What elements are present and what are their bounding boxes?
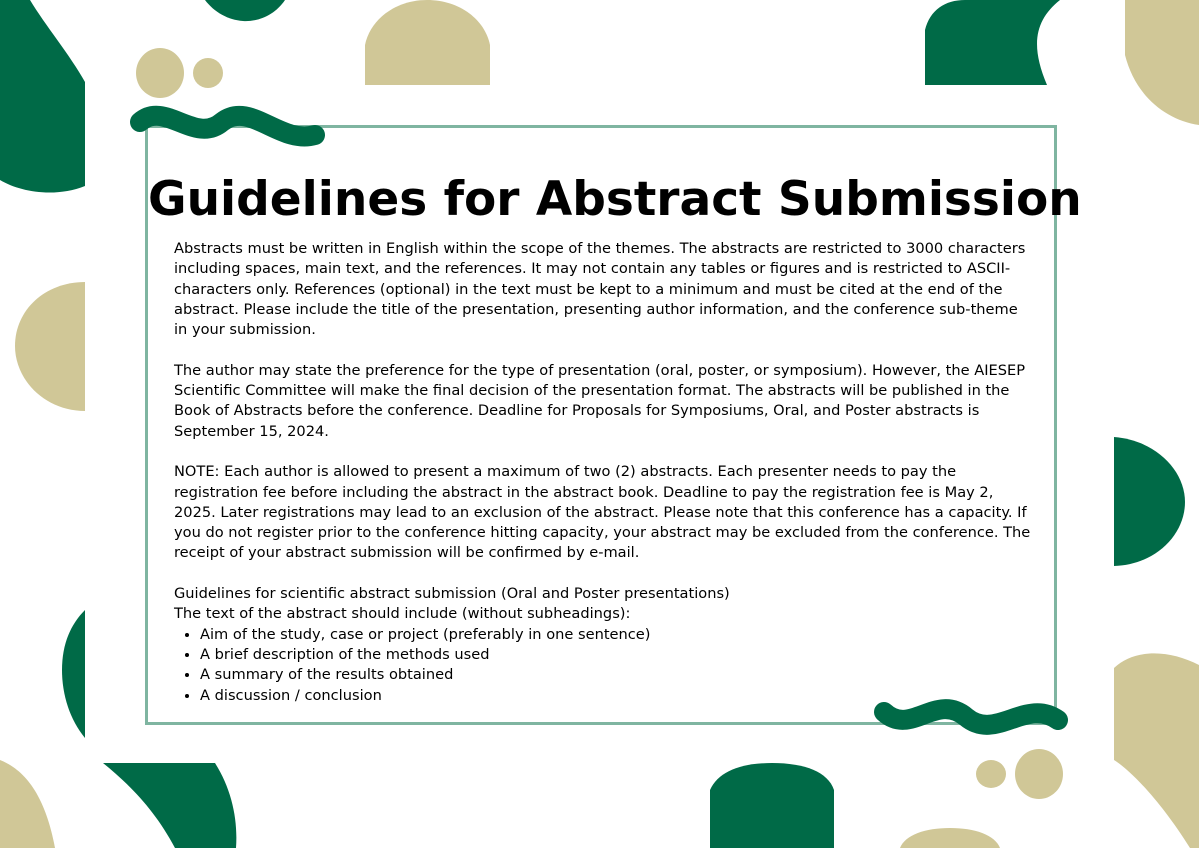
green-arc-left [62,610,85,738]
beige-dot-bottom-large [1015,749,1063,799]
list-item: • A summary of the results obtained [200,665,1034,685]
paragraph-scope: Abstracts must be written in English within the scope of the themes. The abstracts are restricted to 3000 characters including spaces, main text, and the references. It may not contain any tables or figures and is restricted to ASCII-characters only. References (optional) in the text must be kept to a minimum and must be cited at the end of the abstract. Please include the title of the presentation, presenting author information, and the conference sub-theme in your submission. [174,240,1026,339]
green-semicircle-bottom [710,763,834,848]
green-half-right [1114,437,1185,566]
beige-semicircle-top [365,0,490,85]
beige-quarter-top-right [1125,0,1199,125]
guidelines-intro: The text of the abstract should include (without subheadings): [174,605,631,623]
beige-dot-bottom-small [976,760,1006,788]
list-item: • Aim of the study, case or project (preferably in one sentence) [200,625,1034,645]
beige-half-left [15,282,85,411]
list-item: • A discussion / conclusion [200,686,1034,706]
beige-arc-bottom [900,828,1000,848]
beige-dot-large [136,48,184,98]
green-arch-top-right [925,0,1060,85]
beige-shape-bottom-left [0,760,55,848]
page-title: Guidelines for Abstract Submission [148,172,1082,227]
beige-shape-bottom-right [1114,653,1199,848]
body-text [174,239,1034,706]
paragraph-note: NOTE: Each author is allowed to present a maximum of two (2) abstracts. Each presenter needs to pay the registration fee before including the abstract in the abstract book. Deadline to pay the registration fee is May 2, 2025. Later registrations may lead to an exclusion of the abstract. Please note that this conference has a capacity. If you do not register prior to the conference hitting capacity, your abstract may be excluded from the conference. The receipt of your abstract submission will be confirmed by e-mail. [174,463,1031,562]
beige-dot-small [193,58,223,88]
content-frame [145,125,1082,725]
paragraph-presentation-type: The author may state the preference for the type of presentation (oral, poster, or symposium). However, the AIESEP Scientific Committee will make the final decision of the presentation format. The abstracts will be published in the Book of Abstracts before the conference. Deadline for Proposals for Symposiums, Oral, and Poster abstracts is September 15, 2024. [174,361,1026,440]
green-shape-bottom-left [103,763,236,848]
green-squiggle-top-left [120,95,335,155]
green-squiggle-bottom-right [866,692,1081,752]
green-blob-top-left [0,0,85,193]
list-item: • A brief description of the methods used [200,645,1034,665]
green-arc-top [205,0,285,21]
guidelines-heading: Guidelines for scientific abstract submission (Oral and Poster presentations) [174,585,730,603]
